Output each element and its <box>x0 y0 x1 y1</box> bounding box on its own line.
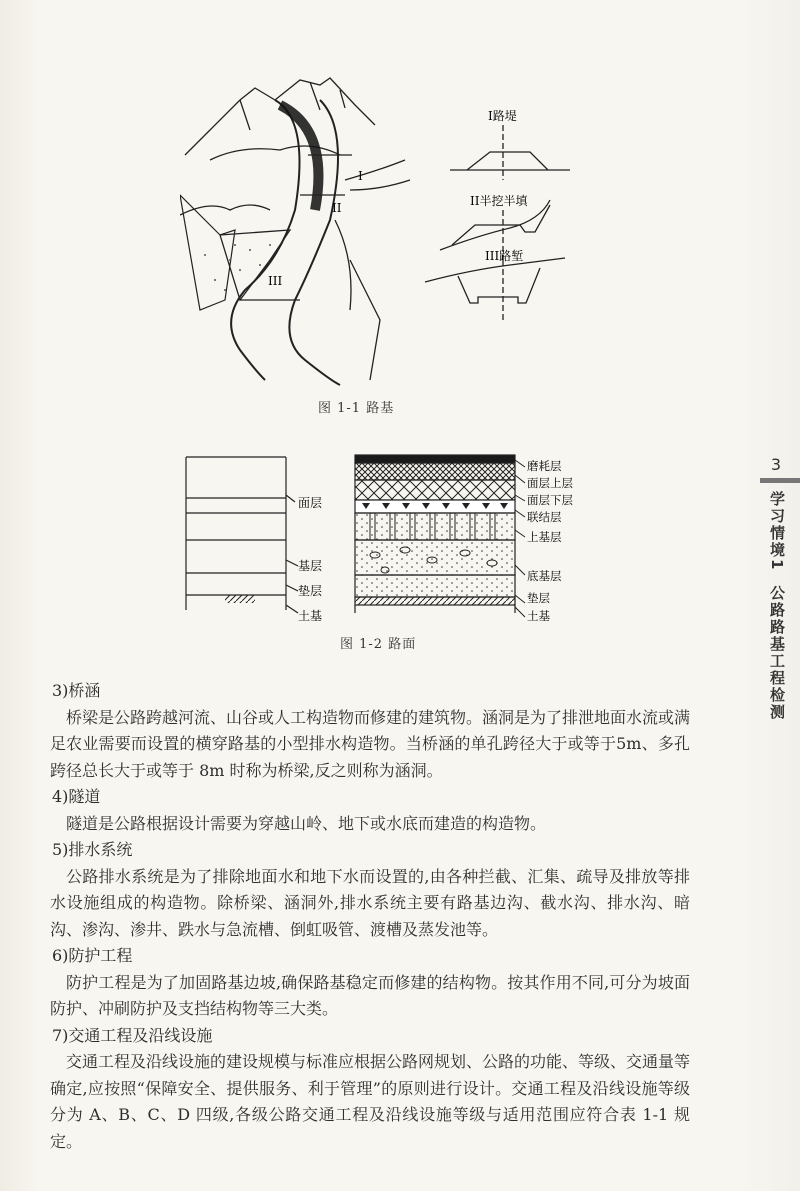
svg-text:土基: 土基 <box>298 609 323 623</box>
svg-text:磨耗层: 磨耗层 <box>527 459 562 473</box>
label-II: II <box>332 201 342 215</box>
section-heading-tunnel: 4)隧道 <box>52 787 101 806</box>
section-paragraph-drainage: 公路排水系统是为了排除地面水和地下水而设置的,由各种拦截、汇集、疏导及排放等排水设施组成的构造物。除桥梁、涵洞外,排水系统主要有路基边沟、截水沟、排水沟、暗沟、渗沟、渗井、跌水与急流槽、倒虹吸管、渡槽及蒸发池等。 <box>50 866 690 939</box>
body-text <box>50 678 690 1155</box>
section-paragraph-protection: 防护工程是为了加固路基边坡,确保路基稳定而修建的结构物。按其作用不同,可分为坡面防护、冲刷防护及支挡结构物等三大类。 <box>50 972 690 1018</box>
figure-1-2-pavement <box>170 445 590 630</box>
chapter-label: 学习情境1 <box>768 491 786 572</box>
pavement-simple <box>186 457 298 613</box>
label-III: III <box>268 274 283 288</box>
figure-1-1-caption: 图 1-1 路基 <box>318 401 395 416</box>
side-tab-divider <box>760 478 800 483</box>
svg-text:基层: 基层 <box>298 559 323 573</box>
side-tab-title-wrap <box>768 585 786 721</box>
mountain-sketch <box>180 78 410 385</box>
chapter-side-tab <box>752 455 800 721</box>
section-paragraph-traffic: 交通工程及沿线设施的建设规模与标准应根据公路网规划、公路的功能、等级、交通量等确定,应按照“保障安全、提供服务、利于管理”的原则进行设计。交通工程及沿线设施等级分为 A、B、C、D 四级,各级公路交通工程及沿线设施等级与适用范围应符合表 1-1 规定。 <box>50 1052 691 1151</box>
svg-text:联结层: 联结层 <box>527 510 562 524</box>
svg-text:III路堑: III路堑 <box>485 249 524 263</box>
figure-1-1-subgrade <box>180 60 600 390</box>
chapter-title: 公路路基工程检测 <box>768 585 786 722</box>
section-paragraph-bridges: 桥梁是公路跨越河流、山谷或人工构造物而修建的建筑物。涵洞是为了排泄地面水流或满足农业需要而设置的横穿路基的小型排水构造物。当桥涵的单孔跨径大于或等于5m、多孔跨径总长大于或等于 8m 时称为桥梁,反之则称为涵洞。 <box>50 707 691 780</box>
label-I: I <box>358 169 363 183</box>
svg-text:垫层: 垫层 <box>298 584 323 598</box>
section-paragraph-tunnel: 隧道是公路根据设计需要为穿越山岭、地下或水底而建造的构造物。 <box>66 813 547 833</box>
page-number: 3 <box>770 455 782 474</box>
section-heading-bridges: 3)桥涵 <box>52 681 101 700</box>
svg-text:I路堤: I路堤 <box>488 109 517 123</box>
svg-text:垫层: 垫层 <box>527 591 550 605</box>
svg-text:底基层: 底基层 <box>527 569 562 583</box>
svg-text:面层下层: 面层下层 <box>527 493 573 507</box>
cross-section-embankment <box>450 125 570 180</box>
section-heading-protection: 6)防护工程 <box>52 946 133 965</box>
section-heading-traffic: 7)交通工程及沿线设施 <box>52 1025 213 1045</box>
stipple-fill <box>204 244 271 291</box>
figure-1-2-caption: 图 1-2 路面 <box>340 637 417 652</box>
svg-text:面层上层: 面层上层 <box>527 476 573 490</box>
svg-text:II半挖半填: II半挖半填 <box>470 194 528 208</box>
cross-section-cutting <box>425 258 565 322</box>
svg-text:面层: 面层 <box>298 496 323 510</box>
section-heading-drainage: 5)排水系统 <box>52 840 133 859</box>
svg-text:土基: 土基 <box>527 609 550 623</box>
svg-text:上基层: 上基层 <box>527 530 562 544</box>
side-tab-text <box>768 491 786 571</box>
